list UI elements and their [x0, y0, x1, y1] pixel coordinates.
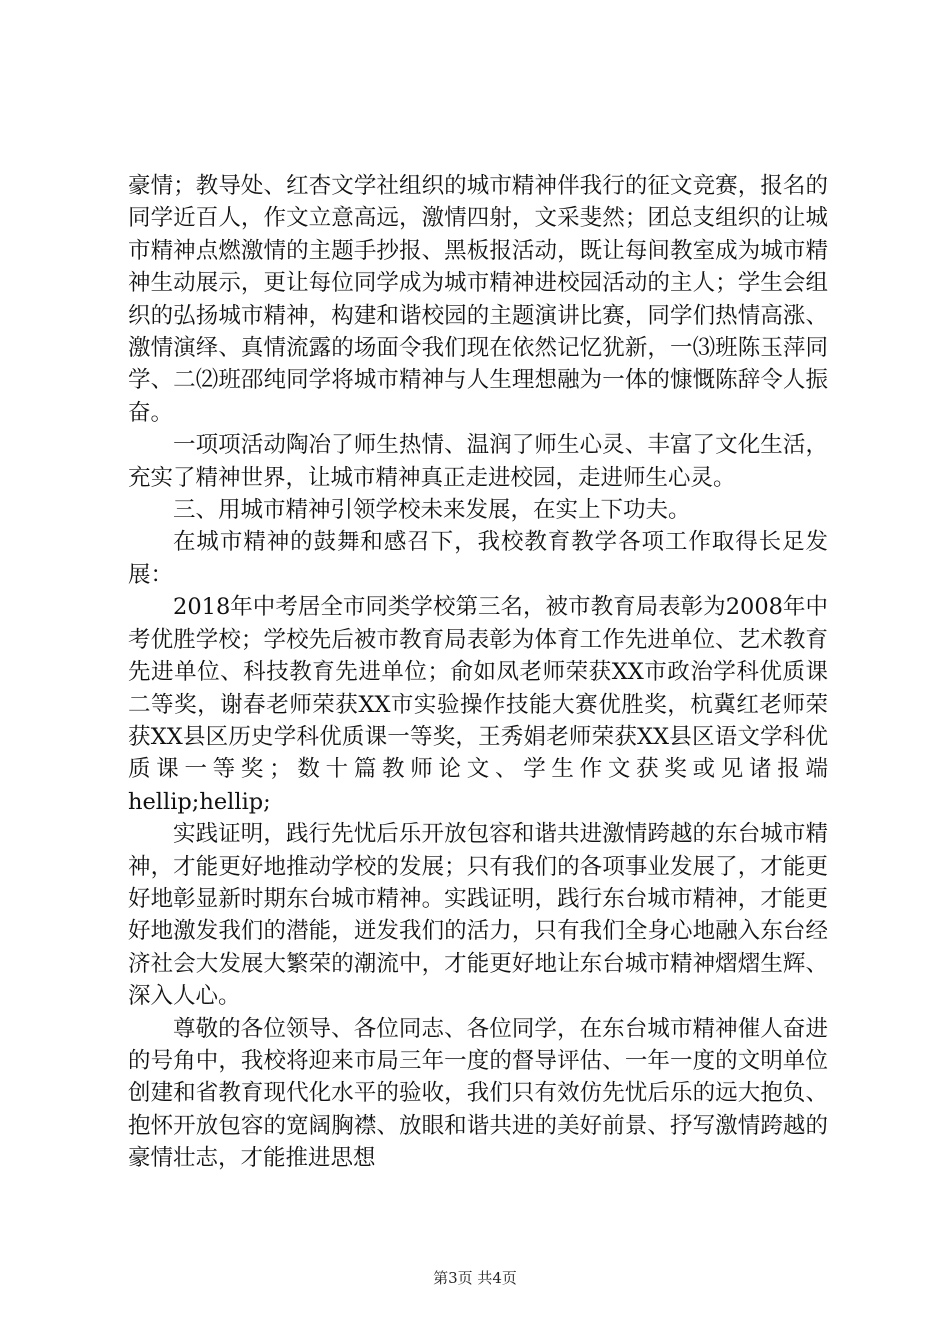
page-number-label: 第3页 共4页 [433, 1269, 517, 1287]
paragraph-7: 尊敬的各位领导、各位同志、各位同学，在东台城市精神催人奋进的号角中，我校将迎来市局三年一度的督导评估、一年一度的文明单位创建和省教育现代化水平的验收，我们只有效仿先忧后乐的远大抱负、抱怀开放包容的宽阔胸襟、放眼和谐共进的美好前景、抒写激情跨越的豪情壮志，才能推进思想 [128, 1015, 828, 1172]
page-footer [0, 1268, 950, 1288]
paragraph-5: 2018年中考居全市同类学校第三名，被市教育局表彰为2008年中考优胜学校；学校先后被市教育局表彰为体育工作先进单位、艺术教育先进单位、科技教育先进单位；俞如凤老师荣获XX市政治学科优质课二等奖，谢春老师荣获XX市实验操作技能大赛优胜奖，杭冀红老师荣获XX县区历史学科优质课一等奖，王秀娟老师荣获XX县区语文学科优质课一等奖；数十篇教师论文、学生作文获奖或见诸报端hellip;hellip; [128, 594, 828, 815]
document-body [128, 170, 828, 1175]
paragraph-4: 在城市精神的鼓舞和感召下，我校教育教学各项工作取得长足发展： [128, 529, 828, 588]
paragraph-1: 豪情；教导处、红杏文学社组织的城市精神伴我行的征文竞赛，报名的同学近百人，作文立意高远，激情四射，文采斐然；团总支组织的让城市精神点燃激情的主题手抄报、黑板报活动，既让每间教室成为城市精神生动展示，更让每位同学成为城市精神进校园活动的主人；学生会组织的弘扬城市精神，构建和谐校园的主题演讲比赛，同学们热情高涨、激情演绎、真情流露的场面令我们现在依然记忆犹新，一⑶班陈玉萍同学、二⑵班邵纯同学将城市精神与人生理想融为一体的慷慨陈辞令人振奋。 [128, 173, 828, 426]
paragraph-6: 实践证明，践行先忧后乐开放包容和谐共进激情跨越的东台城市精神，才能更好地推动学校的发展；只有我们的各项事业发展了，才能更好地彰显新时期东台城市精神。实践证明，践行东台城市精神，才能更好地激发我们的潜能，迸发我们的活力，只有我们全身心地融入东台经济社会大发展大繁荣的潮流中，才能更好地让东台城市精神熠熠生辉、深入人心。 [128, 821, 828, 1010]
section-heading-3: 三、用城市精神引领学校未来发展，在实上下功夫。 [173, 497, 691, 524]
paragraph-2: 一项项活动陶冶了师生热情、温润了师生心灵、丰富了文化生活，充实了精神世界，让城市精神真正走进校园，走进师生心灵。 [128, 432, 828, 491]
